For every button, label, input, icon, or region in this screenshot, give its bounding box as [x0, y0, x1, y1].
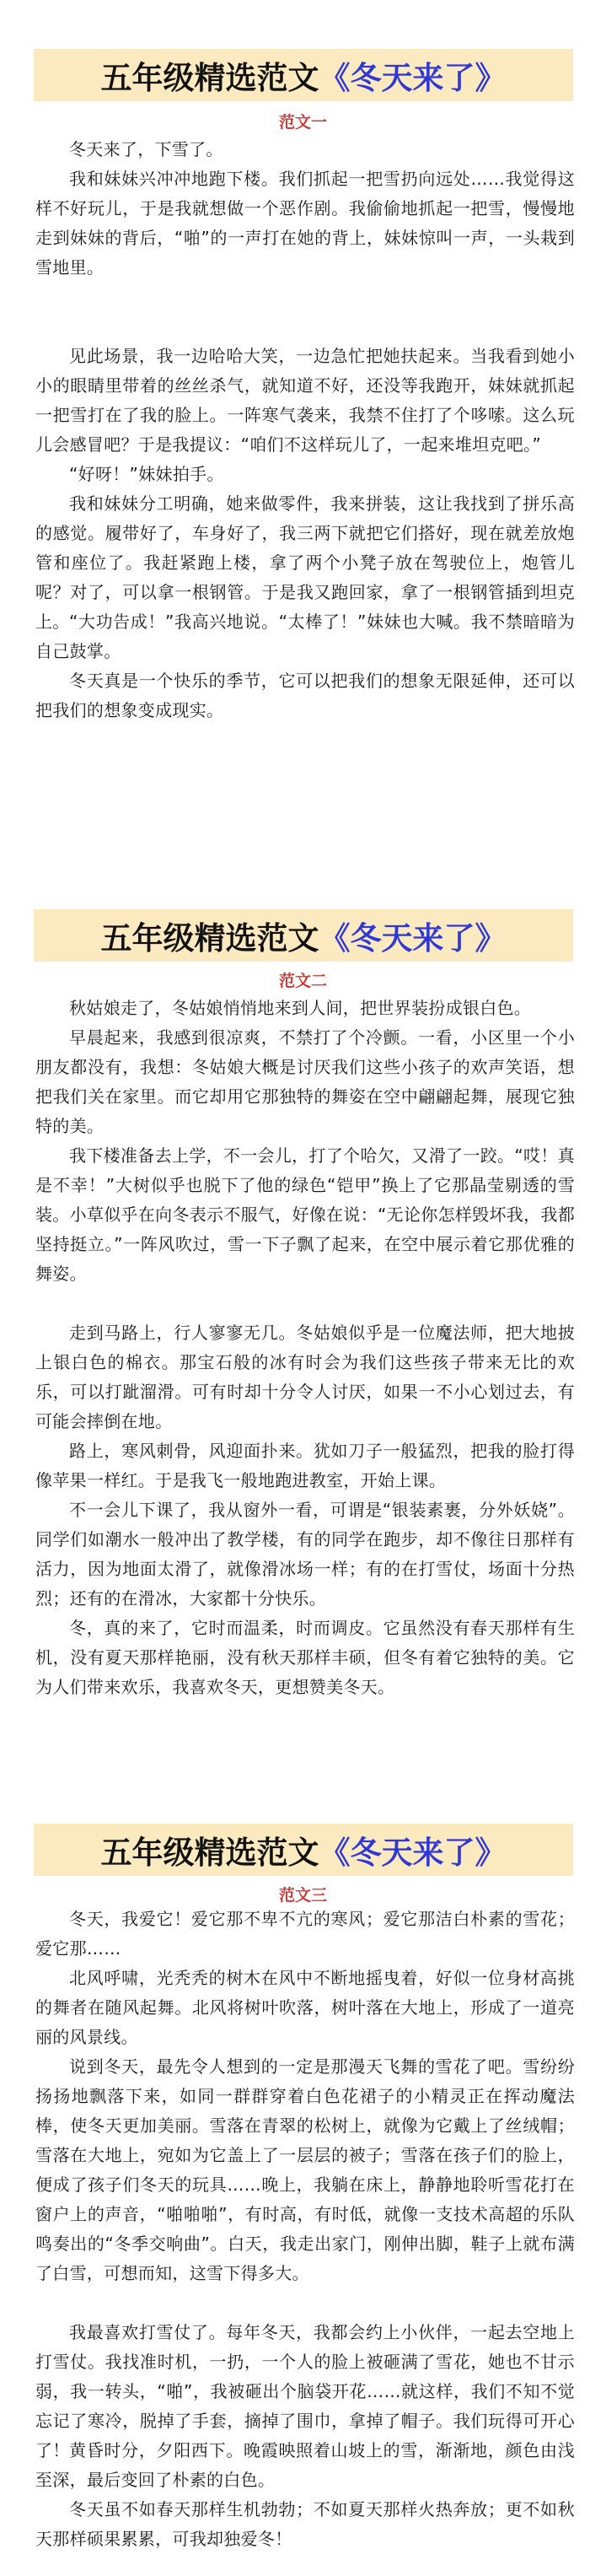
section-title: 五年级精选范文 — [100, 60, 319, 96]
paragraph: 走到马路上，行人寥寥无几。冬姑娘似乎是一位魔法师，把大地披上银白色的棉衣。那宝石般的冰有时会为我们这些孩子带来无比的欢乐，可以打跐溜滑。可有时却十分令人讨厌，如果一不小心划过去，有可能会摔倒在地。 — [35, 1323, 575, 1431]
paragraph: 路上，寒风刺骨，风迎面扑来。犹如刀子一般猛烈，把我的脸打得像苹果一样红。于是我飞一般地跑进教室，开始上课。 — [35, 1441, 575, 1490]
paragraph: 秋姑娘走了，冬姑娘悄悄地来到人间，把世界装扮成银白色。 — [69, 998, 532, 1018]
paragraph: “好呀！”妹妹拍手。 — [69, 464, 224, 484]
section-title: 五年级精选范文 — [100, 920, 319, 957]
section-subtitle: 范文三 — [278, 1886, 327, 1905]
section-title-bar — [34, 49, 573, 101]
section-title-book: 《冬天来了》 — [319, 60, 507, 96]
section-subtitle: 范文二 — [278, 972, 327, 990]
paragraph: 早晨起来，我感到很凉爽，不禁打了个冷颤。一看，小区里一个小朋友都没有，我想：冬姑娘大概是讨厌我们这些小孩子的欢声笑语，想把我们关在家里。而它却用它那独特的舞姿在空中翩翩起舞，展现它独特的美。 — [35, 1027, 575, 1136]
section-subtitle: 范文一 — [278, 113, 327, 132]
paragraph: 冬天虽不如春天那样生机勃勃；不如夏天那样火热奔放；更不如秋天那样硕果累累，可我却独爱冬！ — [35, 2499, 575, 2549]
paragraph: 冬，真的来了，它时而温柔，时而调皮。它虽然没有春天那样有生机，没有夏天那样艳丽，没有秋天那样丰硕，但冬有着它独特的美。它为人们带来欢乐，我喜欢冬天，更想赞美冬天。 — [35, 1618, 575, 1697]
paragraph: 黄昏时分，夕阳西下。晚霞映照着山坡上的雪，渐渐地，颜色由浅至深，最后变回了朴素的白色。 — [35, 2440, 575, 2490]
paragraph: 我最喜欢打雪仗了。每年冬天，我都会约上小伙伴，一起去空地上打雪仗。我找准时机，一扔，一个人的脸上被砸满了雪花，她也不甘示弱，我一转头，“啪”，我被砸出个脑袋开花……就这样，我们不知不觉忘记了寒冷，脱掉了手套，摘掉了围巾，拿掉了帽子。我们玩得可开心了！ — [35, 2322, 575, 2460]
paragraph: 不一会儿下课了，我从窗外一看，可谓是“银装素裹，分外妖娆”。同学们如潮水一般冲出了教学楼，有的同学在跑步，却不像往日那样有活力，因为地面太滑了，就像滑冰场一样；有的在打雪仗，场面十分热烈；还有的在滑冰，大家都十分快乐。 — [35, 1500, 575, 1609]
paragraph: 我和妹妹分工明确，她来做零件，我来拼装，这让我找到了拼乐高的感觉。履带好了，车身好了，我三两下就把它们搭好，现在就差放炮管和座位了。我赶紧跑上楼，拿了两个小凳子放在驾驶位上，炮管儿呢？对了，可以拿一根钢管。于是我又跑回家，拿了一根钢管插到坦克上。 — [35, 493, 575, 632]
paragraph: 冬天来了，下雪了。 — [69, 139, 223, 159]
paragraph: 北风呼啸，光秃秃的树木在风中不断地摇曳着，好似一位身材高挑的舞者在随风起舞。北风将树叶吹落，树叶落在大地上，形成了一道亮丽的风景线。 — [35, 1968, 575, 2047]
paragraph: 见此场景，我一边哈哈大笑，一边急忙把她扶起来。当我看到她小小的眼睛里带着的丝丝杀气，就知道不好，还没等我跑开，妹妹就抓起一把雪打在了我的脸上。一阵寒气袭来，我禁不住打了个哆嗦。这么玩儿会感冒吧？于是我提议：“咱们不这样玩儿了，一起来堆坦克吧。” — [35, 346, 575, 455]
section-title-bar — [34, 1824, 573, 1876]
paragraph: 说到冬天，最先令人想到的一定是那漫天飞舞的雪花了吧。雪纷纷扬扬地飘落下来，如同一群群穿着白色花裙子的小精灵正在挥动魔法棒，使冬天更加美丽。雪落在青翠的松树上，就像为它戴上了丝绒帽；雪落在大地上，宛如为它盖上了一层层的被子；雪落在孩子们的脸上，便成了孩子们冬天的玩具……晚上，我躺在床上，静静地聆听雪花打在窗户上的声音，“啪啪啪”，有时高，有时低，就像一支技术高超的乐队鸣奏出的“冬季交响曲”。白天，我走出家门，刚伸出脚，鞋子上就布满了白雪，可想而知，这雪下得多大。 — [35, 2056, 575, 2283]
paragraph: “大功告成！”我高兴地说。“太棒了！”妹妹也大喊。我不禁暗暗为自己鼓掌。 — [35, 612, 575, 661]
paragraph: 冬天真是一个快乐的季节，它可以把我们的想象无限延伸，还可以把我们的想象变成现实。 — [35, 671, 575, 720]
section-title-book: 《冬天来了》 — [319, 920, 507, 957]
section-title: 五年级精选范文 — [100, 1835, 319, 1871]
section-title-book: 《冬天来了》 — [319, 1835, 507, 1871]
paragraph: 我下楼准备去上学，不一会儿，打了个哈欠，又滑了一跤。“哎！真是不幸！”大树似乎也脱下了他的绿色“铠甲”换上了它那晶莹剔透的雪装。小草似乎在向冬表示不服气，好像在说：“无论你怎样毁坏我，我都坚持挺立。”一阵风吹过，雪一下子飘了起来，在空中展示着它那优雅的舞姿。 — [35, 1145, 575, 1284]
paragraph: 冬天，我爱它！爱它那不卑不亢的寒风；爱它那洁白朴素的雪花；爱它那…… — [35, 1909, 575, 1959]
paragraph: 我和妹妹兴冲冲地跑下楼。我们抓起一把雪扔向远处……我觉得这样不好玩儿，于是我就想做一个恶作剧。我偷偷地抓起一把雪，慢慢地走到妹妹的背后，“啪”的一声打在她的背上，妹妹惊叫一声，一头栽到雪地里。 — [35, 169, 575, 278]
section-title-bar — [34, 909, 573, 962]
